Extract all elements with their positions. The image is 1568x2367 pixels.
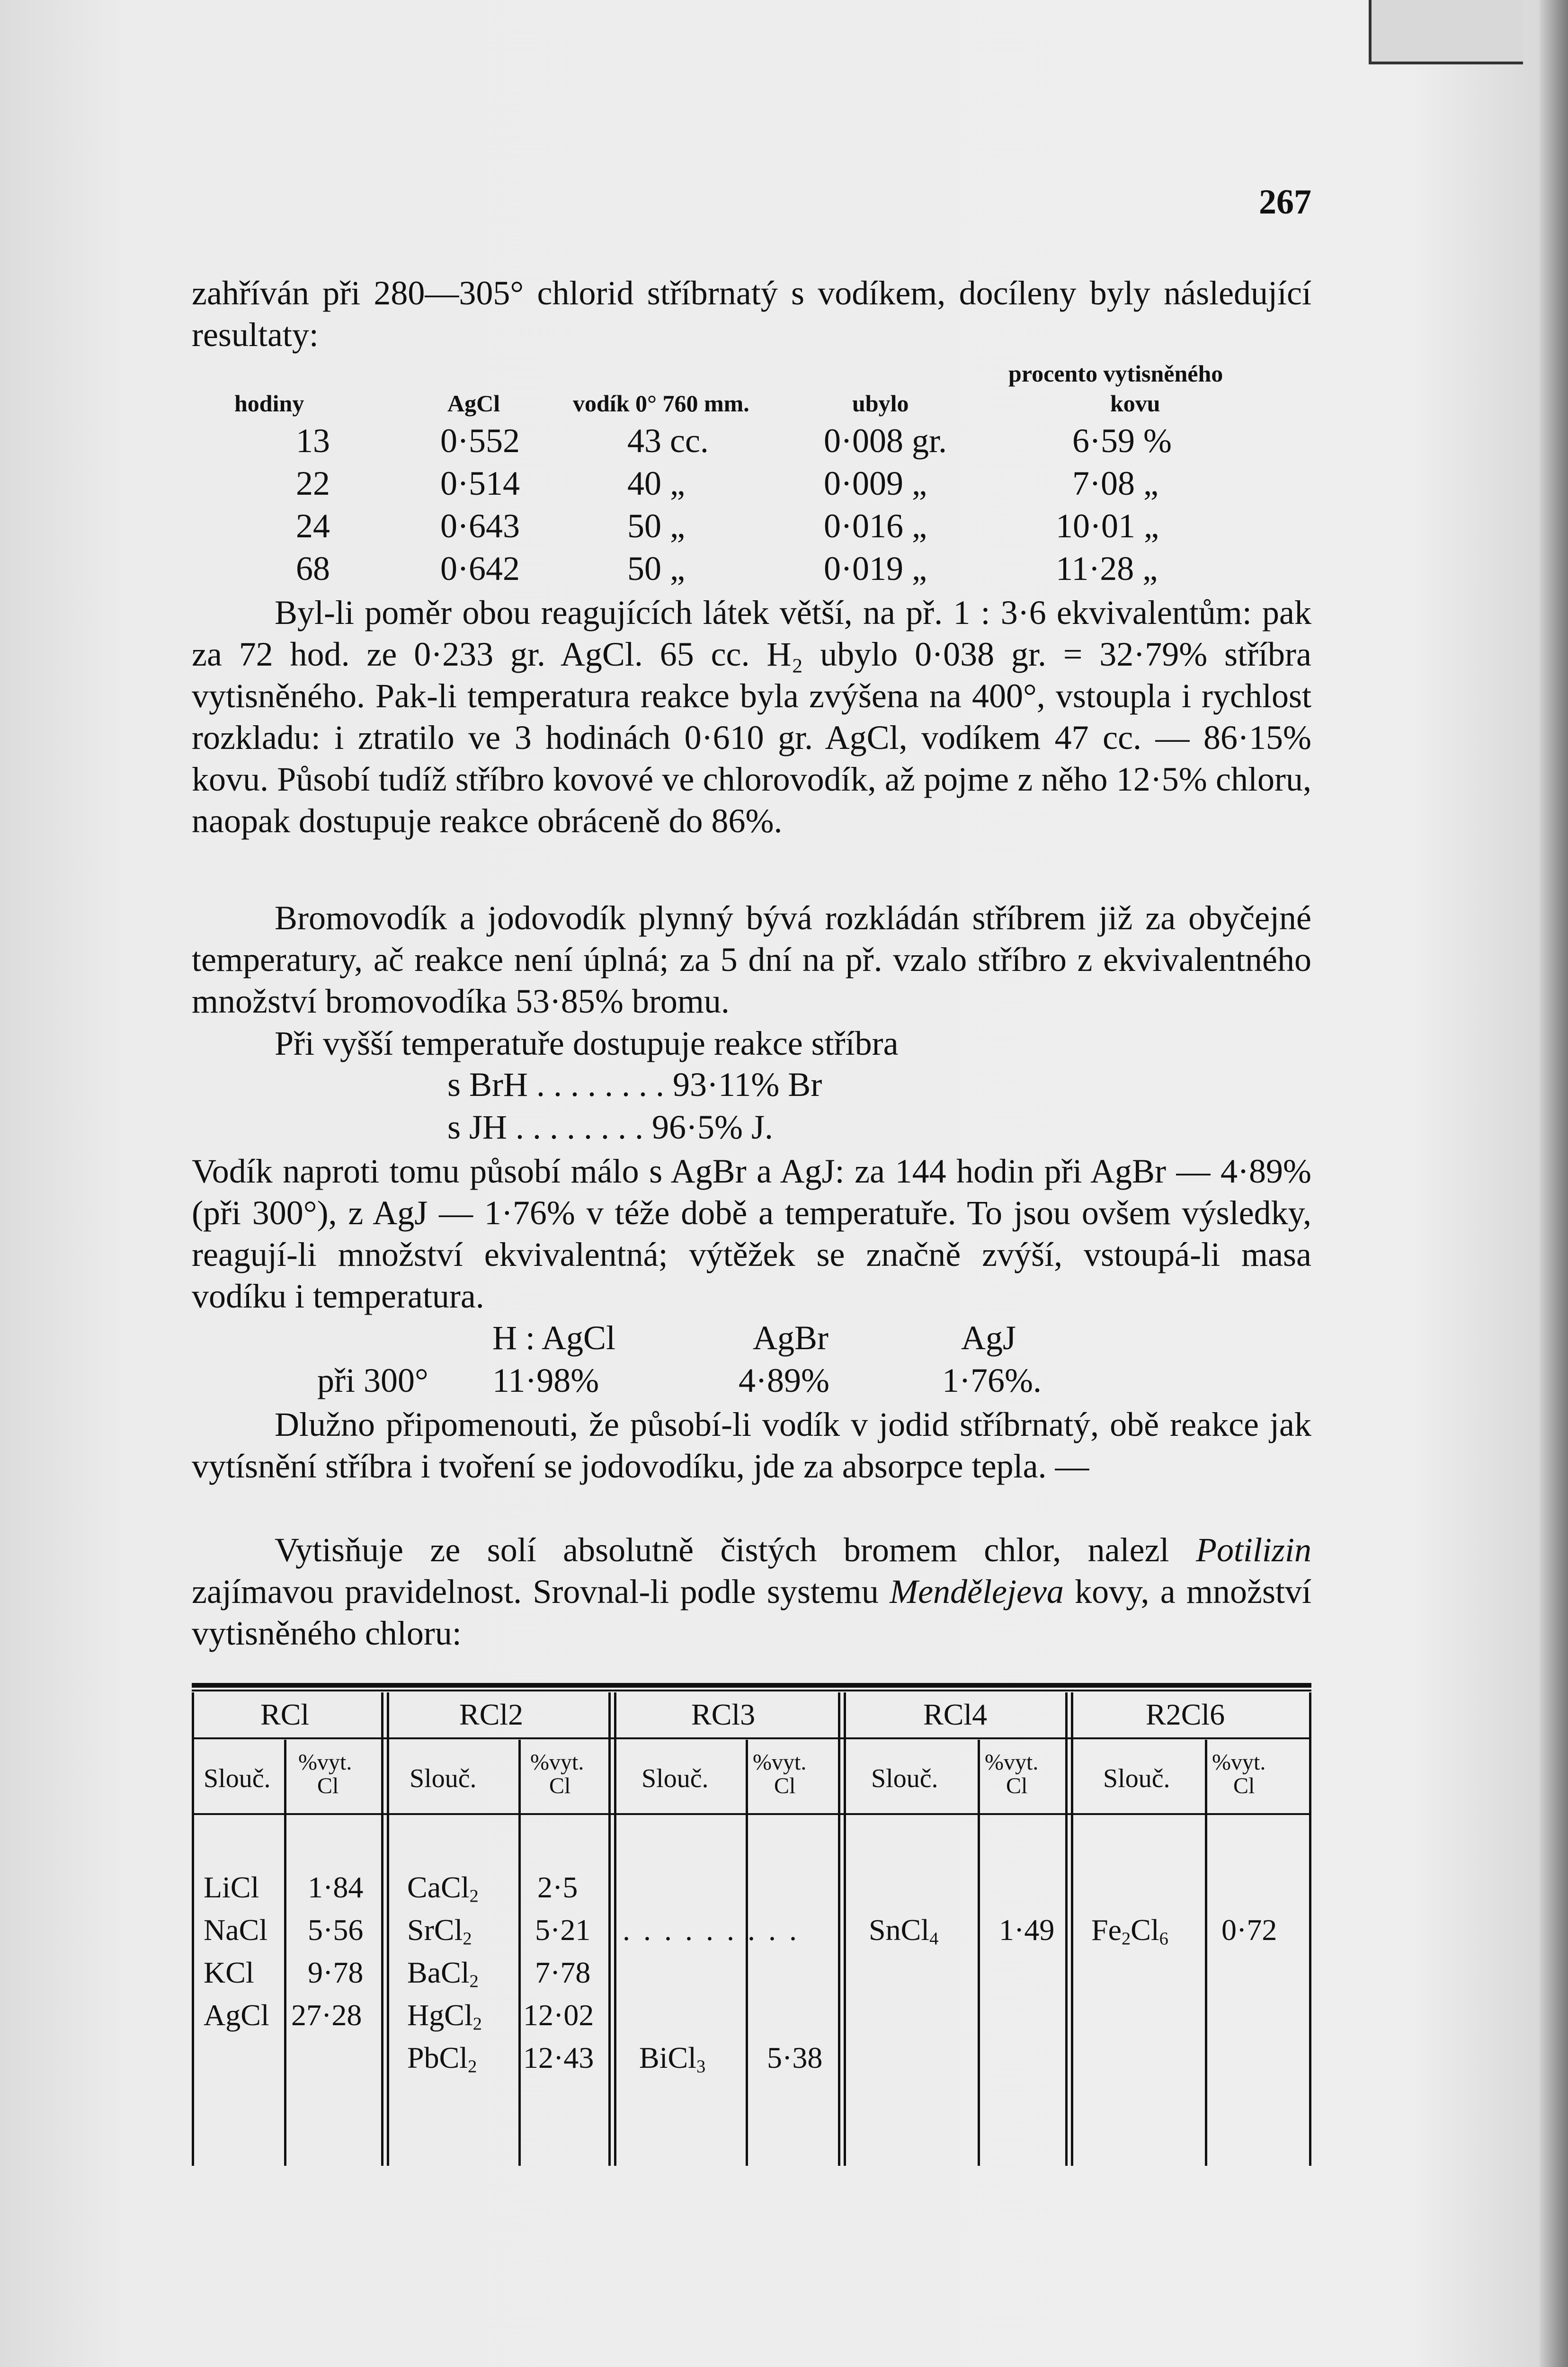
vline xyxy=(838,1692,840,2166)
cell-decrease: 0·016 „ xyxy=(824,507,927,545)
subheader-percent-top: %vyt. xyxy=(1212,1750,1266,1775)
brh-line: s BrH . . . . . . . . 93·11% Br xyxy=(447,1066,822,1103)
percent-cell: 0·72 xyxy=(1221,1913,1277,1947)
vline xyxy=(1071,1692,1073,2166)
percent-cell: 9·78 xyxy=(308,1956,364,1989)
paragraph-potilizin xyxy=(192,1529,1311,1654)
percent-cell: 12·43 xyxy=(523,2041,594,2074)
subheader-percent-top: %vyt. xyxy=(985,1750,1039,1775)
para6-after: kovy, a množství vytisněného chloru: xyxy=(192,1573,1312,1652)
comparison-agbr-label: AgBr xyxy=(753,1319,829,1357)
group-header-r2cl6: R2Cl6 xyxy=(1146,1698,1225,1731)
subheader-percent-bottom: Cl xyxy=(1233,1773,1255,1798)
author-mendeleev: Mendělejeva xyxy=(890,1573,1064,1611)
cell-percent: 10·01 „ xyxy=(1056,507,1159,545)
vline xyxy=(978,1740,980,2166)
cell-hydrogen: 50 „ xyxy=(627,507,685,545)
percent-cell: 12·02 xyxy=(523,1998,594,2032)
vline xyxy=(387,1692,389,2166)
percent-cell: 5·38 xyxy=(767,2041,823,2074)
subheader-compound: Slouč. xyxy=(641,1764,709,1793)
compound-cell: LiCl xyxy=(204,1870,259,1904)
paragraph-bromine: Bromovodík a jodovodík plynný bývá rozkládán stříbrem již za obyčejné temperatury, ač reakce není úplná; za 5 dní na př. vzalo stříbro z ekvivalentného množství bromovodíka 53·85% bromu. xyxy=(192,899,1311,1020)
comparison-agj-label: AgJ xyxy=(961,1319,1016,1357)
intro-paragraph: zahříván při 280—305° chlorid stříbrnatý s vodíkem, docíleny byly následující resultaty: xyxy=(192,274,1311,354)
table-top-rule xyxy=(192,1683,1311,1688)
subheader-percent-bottom: Cl xyxy=(774,1773,796,1798)
cell-decrease: 0·009 „ xyxy=(824,464,927,502)
table1-header-decrease: ubylo xyxy=(852,390,909,417)
cell-hours: 24 xyxy=(296,507,330,545)
percent-cell: 5·56 xyxy=(308,1913,364,1947)
subheader-percent-top: %vyt. xyxy=(530,1750,584,1775)
subheader-percent-bottom: Cl xyxy=(317,1773,339,1798)
cell-agcl: 0·643 xyxy=(440,507,520,545)
table-header-rule xyxy=(192,1813,1311,1815)
page-edge xyxy=(1540,0,1568,2367)
percent-cell: 2·5 xyxy=(537,1870,578,1904)
page-number: 267 xyxy=(1259,183,1311,222)
vline xyxy=(1065,1692,1068,2166)
cell-hours: 22 xyxy=(296,464,330,502)
subheader-compound: Slouč. xyxy=(1103,1764,1170,1793)
cell-hours: 13 xyxy=(296,422,330,460)
compound-cell: BiCl$_3$ xyxy=(639,2041,706,2077)
table1-header-percent-bottom: kovu xyxy=(1110,390,1160,417)
author-potilizin: Potilizin xyxy=(1195,1531,1311,1569)
cell-hydrogen: 50 „ xyxy=(627,550,685,587)
paragraph-hydrogen: Vodík naproti tomu působí málo s AgBr a AgJ: za 144 hodin při AgBr — 4·89% (při 300°), z AgJ — 1·76% v téže době a temperatuře. To jsou ovšem výsledky, reagují-li množství ekvivalentná; výtěžek se značně zvýší, vstoupá-li masa vodíku i temperatura. xyxy=(192,1152,1311,1315)
compound-cell: PbCl$_2$ xyxy=(407,2041,477,2077)
compound-cell: BaCl$_2$ xyxy=(407,1956,479,1992)
subheader-compound: Slouč. xyxy=(204,1764,271,1793)
vline xyxy=(1309,1692,1311,2166)
percent-cell: 1·84 xyxy=(308,1870,364,1904)
vline xyxy=(746,1740,748,2166)
paragraph-iodide: Dlužno připomenouti, že působí-li vodík v jodid stříbrnatý, obě reakce jak vytísnění stříbra i tvoření se jodovodíku, jde za absorpce tepla. — xyxy=(192,1406,1311,1485)
cell-percent: 7·08 „ xyxy=(1072,464,1158,502)
vline xyxy=(381,1692,383,2166)
paragraph-higher-temp: Při vyšší temperatuře dostupuje reakce stříbra xyxy=(275,1024,899,1062)
compound-cell: SrCl$_2$ xyxy=(407,1913,472,1949)
cell-decrease: 0·008 gr. xyxy=(824,422,947,460)
cell-hours: 68 xyxy=(296,550,330,587)
subheader-percent-top: %vyt. xyxy=(753,1750,807,1775)
vline xyxy=(1205,1740,1207,2166)
comparison-h-label: H : AgCl xyxy=(492,1319,616,1357)
percent-cell: 27·28 xyxy=(291,1998,362,2032)
comparison-agcl-value: 11·98% xyxy=(492,1361,599,1399)
cell-percent: 6·59 % xyxy=(1072,422,1172,460)
para6-middle: zajímavou pravidelnost. Srovnal-li podle systemu xyxy=(192,1573,890,1611)
compound-cell: AgCl xyxy=(204,1998,269,2032)
binding-strip xyxy=(1369,0,1523,64)
compound-cell: CaCl$_2$ xyxy=(407,1870,479,1906)
comparison-agbr-value: 4·89% xyxy=(739,1361,829,1399)
group-header-rcl4: RCl4 xyxy=(923,1698,988,1731)
percent-cell: 5·21 xyxy=(535,1913,591,1947)
table1-header-hydrogen: vodík 0° 760 mm. xyxy=(573,390,749,417)
subheader-compound: Slouč. xyxy=(410,1764,477,1793)
percent-cell: 1·49 xyxy=(999,1913,1055,1947)
subheader-percent-bottom: Cl xyxy=(549,1773,571,1798)
cell-hydrogen: 40 „ xyxy=(627,464,685,502)
vline xyxy=(284,1740,286,2166)
table1-header-agcl: AgCl xyxy=(447,390,500,417)
subheader-compound: Slouč. xyxy=(871,1764,938,1793)
vline xyxy=(844,1692,846,2166)
group-header-rcl3: RCl3 xyxy=(691,1698,756,1731)
subheader-percent-top: %vyt. xyxy=(298,1750,352,1775)
para6-before: Vytisňuje ze solí absolutně čistých bromem chlor, nalezl xyxy=(275,1531,1196,1569)
comparison-temp-label: při 300° xyxy=(317,1361,428,1399)
group-header-rcl: RCl xyxy=(260,1698,310,1731)
cell-hydrogen: 43 cc. xyxy=(627,422,709,460)
paragraph-ratio: Byl-li poměr obou reagujících látek větší, na př. 1 : 3·6 ekvivalentům: pak za 72 hod. ze 0·233 gr. AgCl. 65 cc. H₂ ubylo 0·038 gr. = 32·79% stříbra vytisněného. Pak-li temperatura reakce byla zvýšena na 400°, vstoupla i rychlost rozkladu: i ztratilo ve 3 hodinách 0·610 gr. AgCl, vodíkem 47 cc. — 86·15% kovu. Působí tudíž stříbro kovové ve chlorovodík, až pojme z něho 12·5% chloru, naopak dostupuje reakce obráceně do 86%. xyxy=(192,594,1311,840)
compound-cell: $Fe_2Cl_6$ xyxy=(1091,1913,1168,1949)
group-header-rcl2: RCl2 xyxy=(459,1698,524,1731)
compound-cell: KCl xyxy=(204,1956,254,1989)
compound-cell: HgCl$_2$ xyxy=(407,1998,482,2034)
cell-agcl: 0·514 xyxy=(440,464,520,502)
table-group-rule xyxy=(192,1737,1311,1739)
chlorine-table xyxy=(192,1683,1311,2171)
table-top-rule-thin xyxy=(192,1690,1311,1691)
subheader-percent-bottom: Cl xyxy=(1006,1773,1028,1798)
comparison-agj-value: 1·76%. xyxy=(942,1361,1042,1399)
vline xyxy=(614,1692,616,2166)
cell-decrease: 0·019 „ xyxy=(824,550,927,587)
cell-agcl: 0·552 xyxy=(440,422,520,460)
percent-cell: 7·78 xyxy=(535,1956,591,1989)
cell-percent: 11·28 „ xyxy=(1056,550,1158,587)
compound-cell: NaCl xyxy=(204,1913,268,1947)
table1-header-percent-top: procento vytisněného xyxy=(1008,360,1223,387)
table1-header-hours: hodiny xyxy=(234,390,304,417)
vline xyxy=(608,1692,611,2166)
cell-agcl: 0·642 xyxy=(440,550,520,587)
compound-cell: SnCl$_4$ xyxy=(869,1913,939,1949)
vline xyxy=(518,1740,521,2166)
vline xyxy=(192,1692,194,2166)
jh-line: s JH . . . . . . . . 96·5% J. xyxy=(447,1108,774,1146)
dot-leader: . . . . . . . . . xyxy=(623,1913,800,1947)
